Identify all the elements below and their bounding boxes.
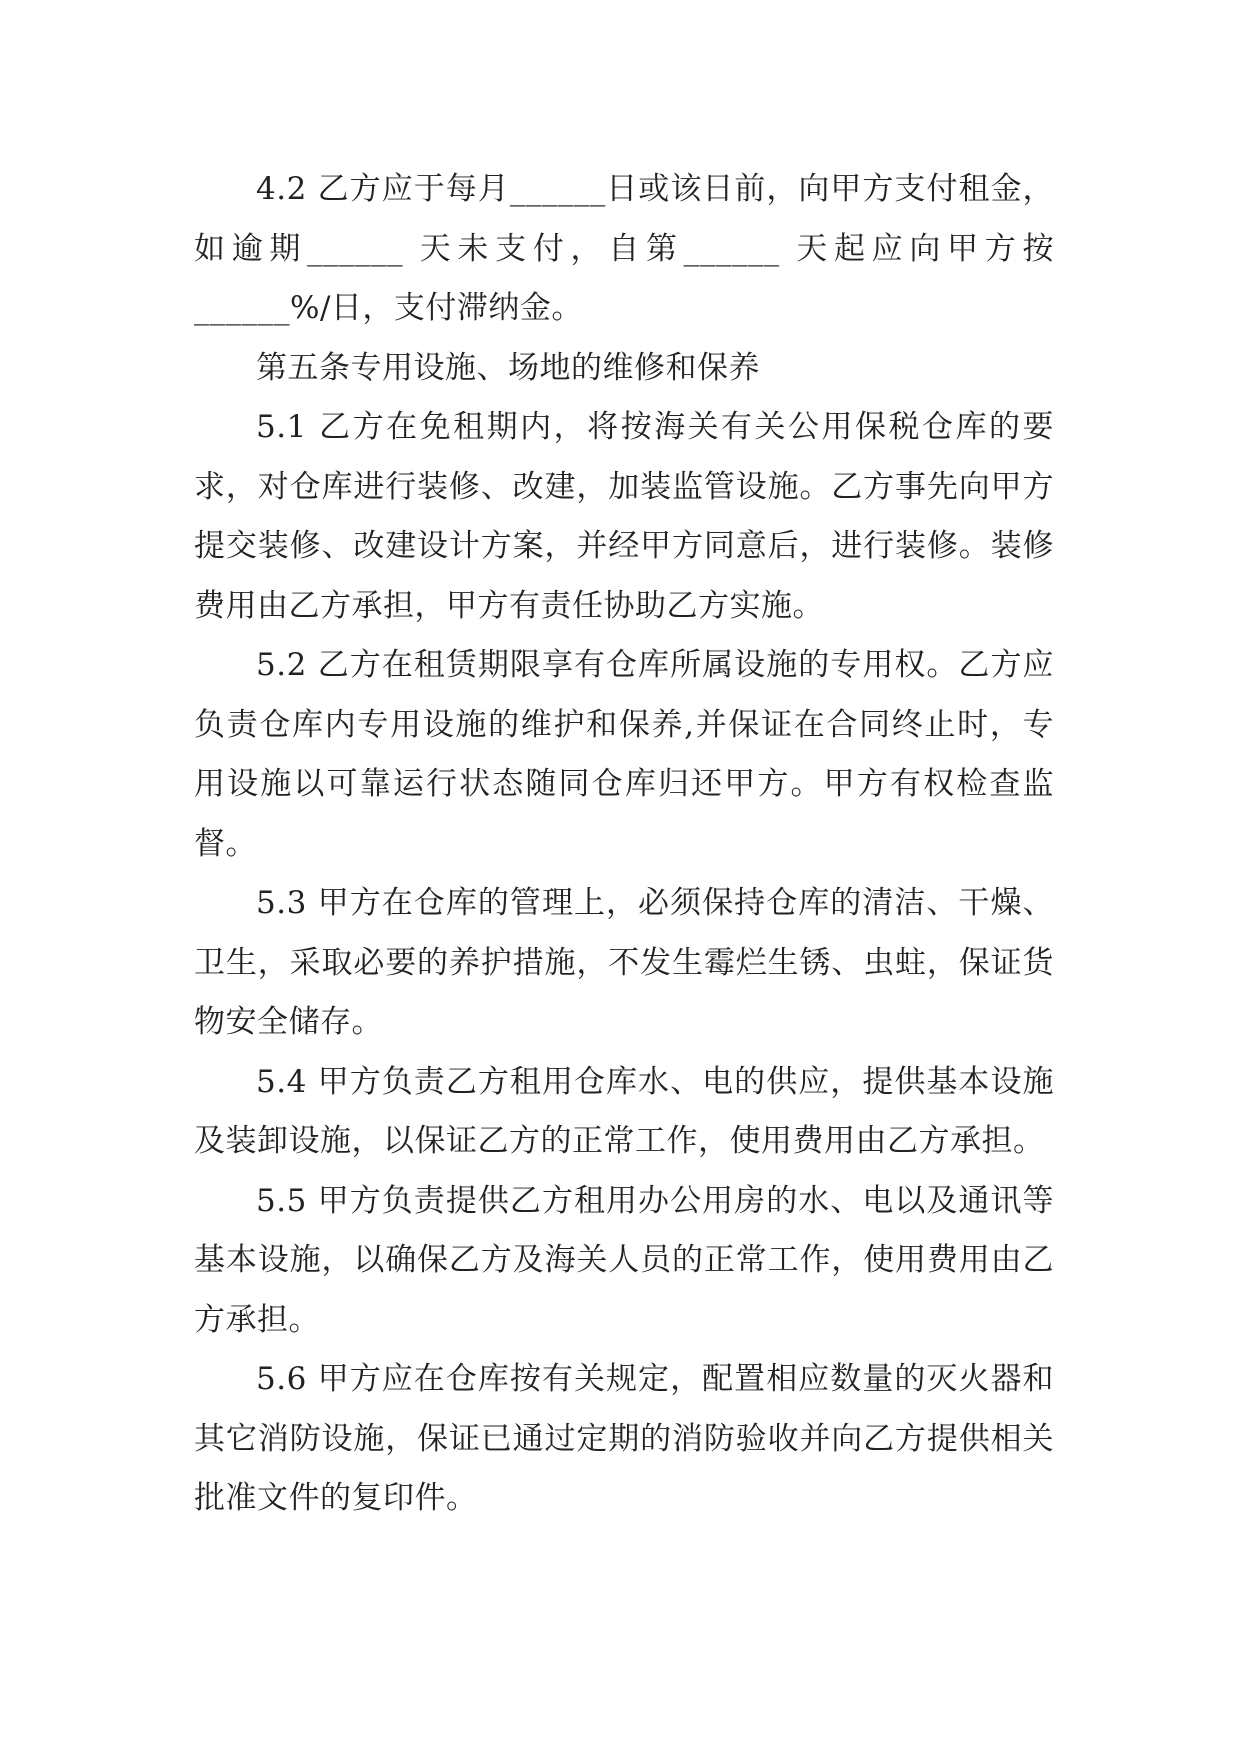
- clause-5-5: 5.5 甲方负责提供乙方租用办公用房的水、电以及通讯等基本设施，以确保乙方及海关人员的正常工作，使用费用由乙方承担。: [194, 1182, 1054, 1338]
- document-body: [194, 160, 1054, 1529]
- clause-5-6: 5.6 甲方应在仓库按有关规定，配置相应数量的灭火器和其它消防设施，保证已通过定期的消防验收并向乙方提供相关批准文件的复印件。: [194, 1361, 1054, 1516]
- clause-5-1: 5.1 乙方在免租期内，将按海关有关公用保税仓库的要求，对仓库进行装修、改建，加装监管设施。乙方事先向甲方提交装修、改建设计方案，并经甲方同意后，进行装修。装修费用由乙方承担，甲方有责任协助乙方实施。: [194, 409, 1054, 624]
- clause-5-2: 5.2 乙方在租赁期限享有仓库所属设施的专用权。乙方应负责仓库内专用设施的维护和保养,并保证在合同终止时，专用设施以可靠运行状态随同仓库归还甲方。甲方有权检查监督。: [194, 647, 1054, 862]
- clause-5-3: 5.3 甲方在仓库的管理上，必须保持仓库的清洁、干燥、卫生，采取必要的养护措施，不发生霉烂生锈、虫蛀，保证货物安全储存。: [194, 885, 1054, 1040]
- clause-4-2: 4.2 乙方应于每月______日或该日前，向甲方支付租金，如逾期______ 天未支付，自第______ 天起应向甲方按______%/日，支付滞纳金。: [194, 171, 1054, 326]
- article-5-heading: 第五条专用设施、场地的维修和保养: [256, 349, 760, 386]
- clause-5-4: 5.4 甲方负责乙方租用仓库水、电的供应，提供基本设施及装卸设施，以保证乙方的正常工作，使用费用由乙方承担。: [194, 1063, 1054, 1159]
